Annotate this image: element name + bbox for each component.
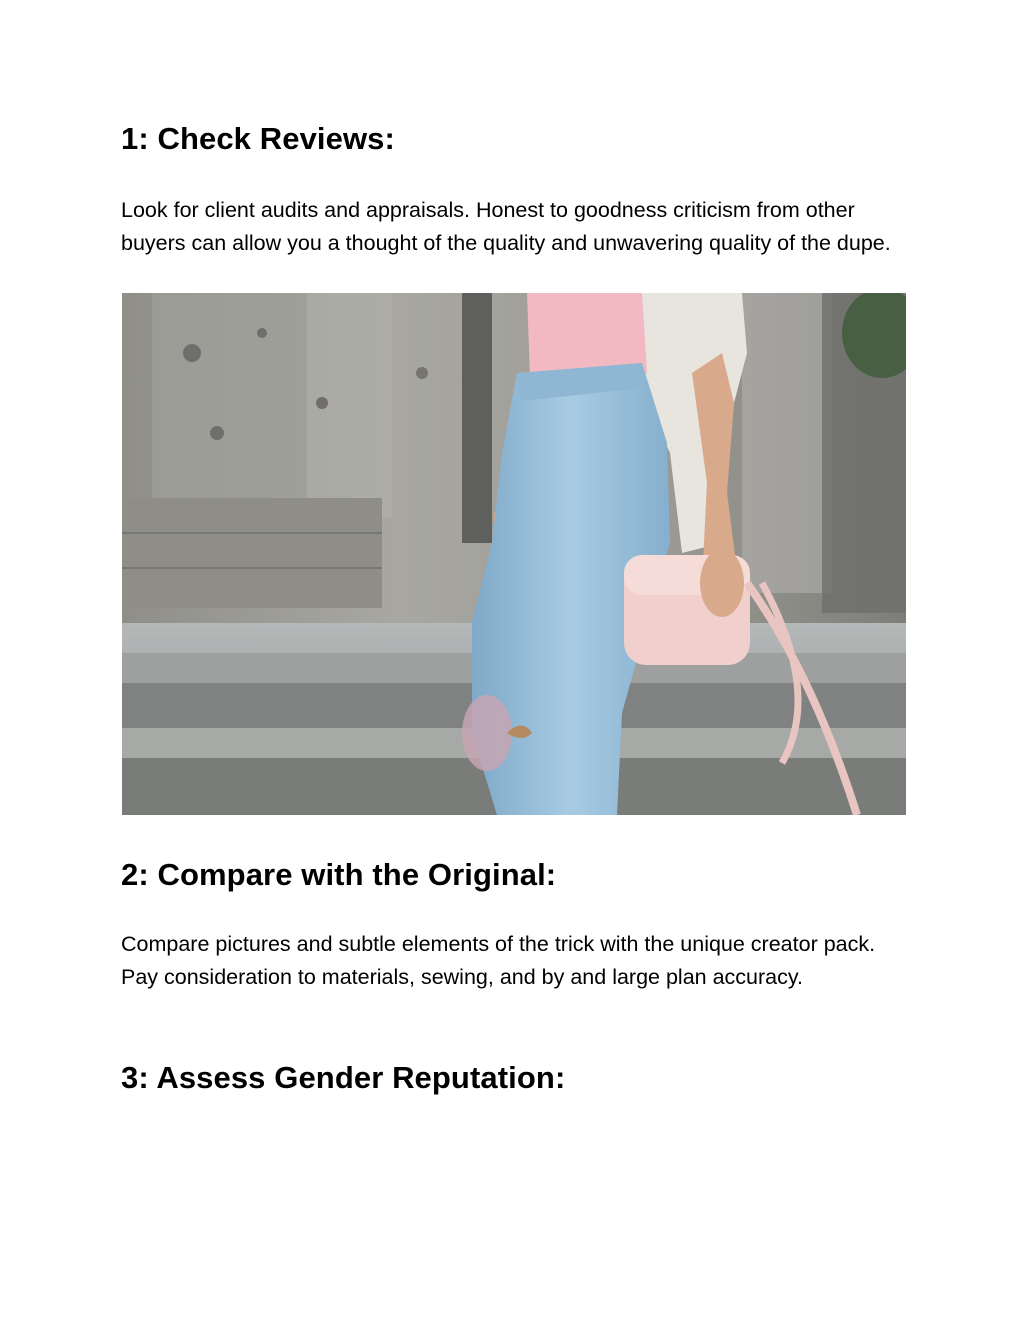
section-heading-check-reviews: 1: Check Reviews: (121, 121, 395, 156)
photo-woman-jeans-pink-bag (122, 293, 906, 815)
section-heading-compare-original: 2: Compare with the Original: (121, 857, 557, 892)
section-heading-assess-gender-reputation: 3: Assess Gender Reputation: (121, 1060, 566, 1095)
section-body-check-reviews: Look for client audits and appraisals. Honest to goodness criticism from other buyers can allow you a thought of the quality and unwavering quality of the dupe. (121, 198, 891, 255)
section-body-compare-original: Compare pictures and subtle elements of the trick with the unique creator pack. Pay consideration to materials, sewing, and by and large plan accuracy. (121, 932, 876, 989)
